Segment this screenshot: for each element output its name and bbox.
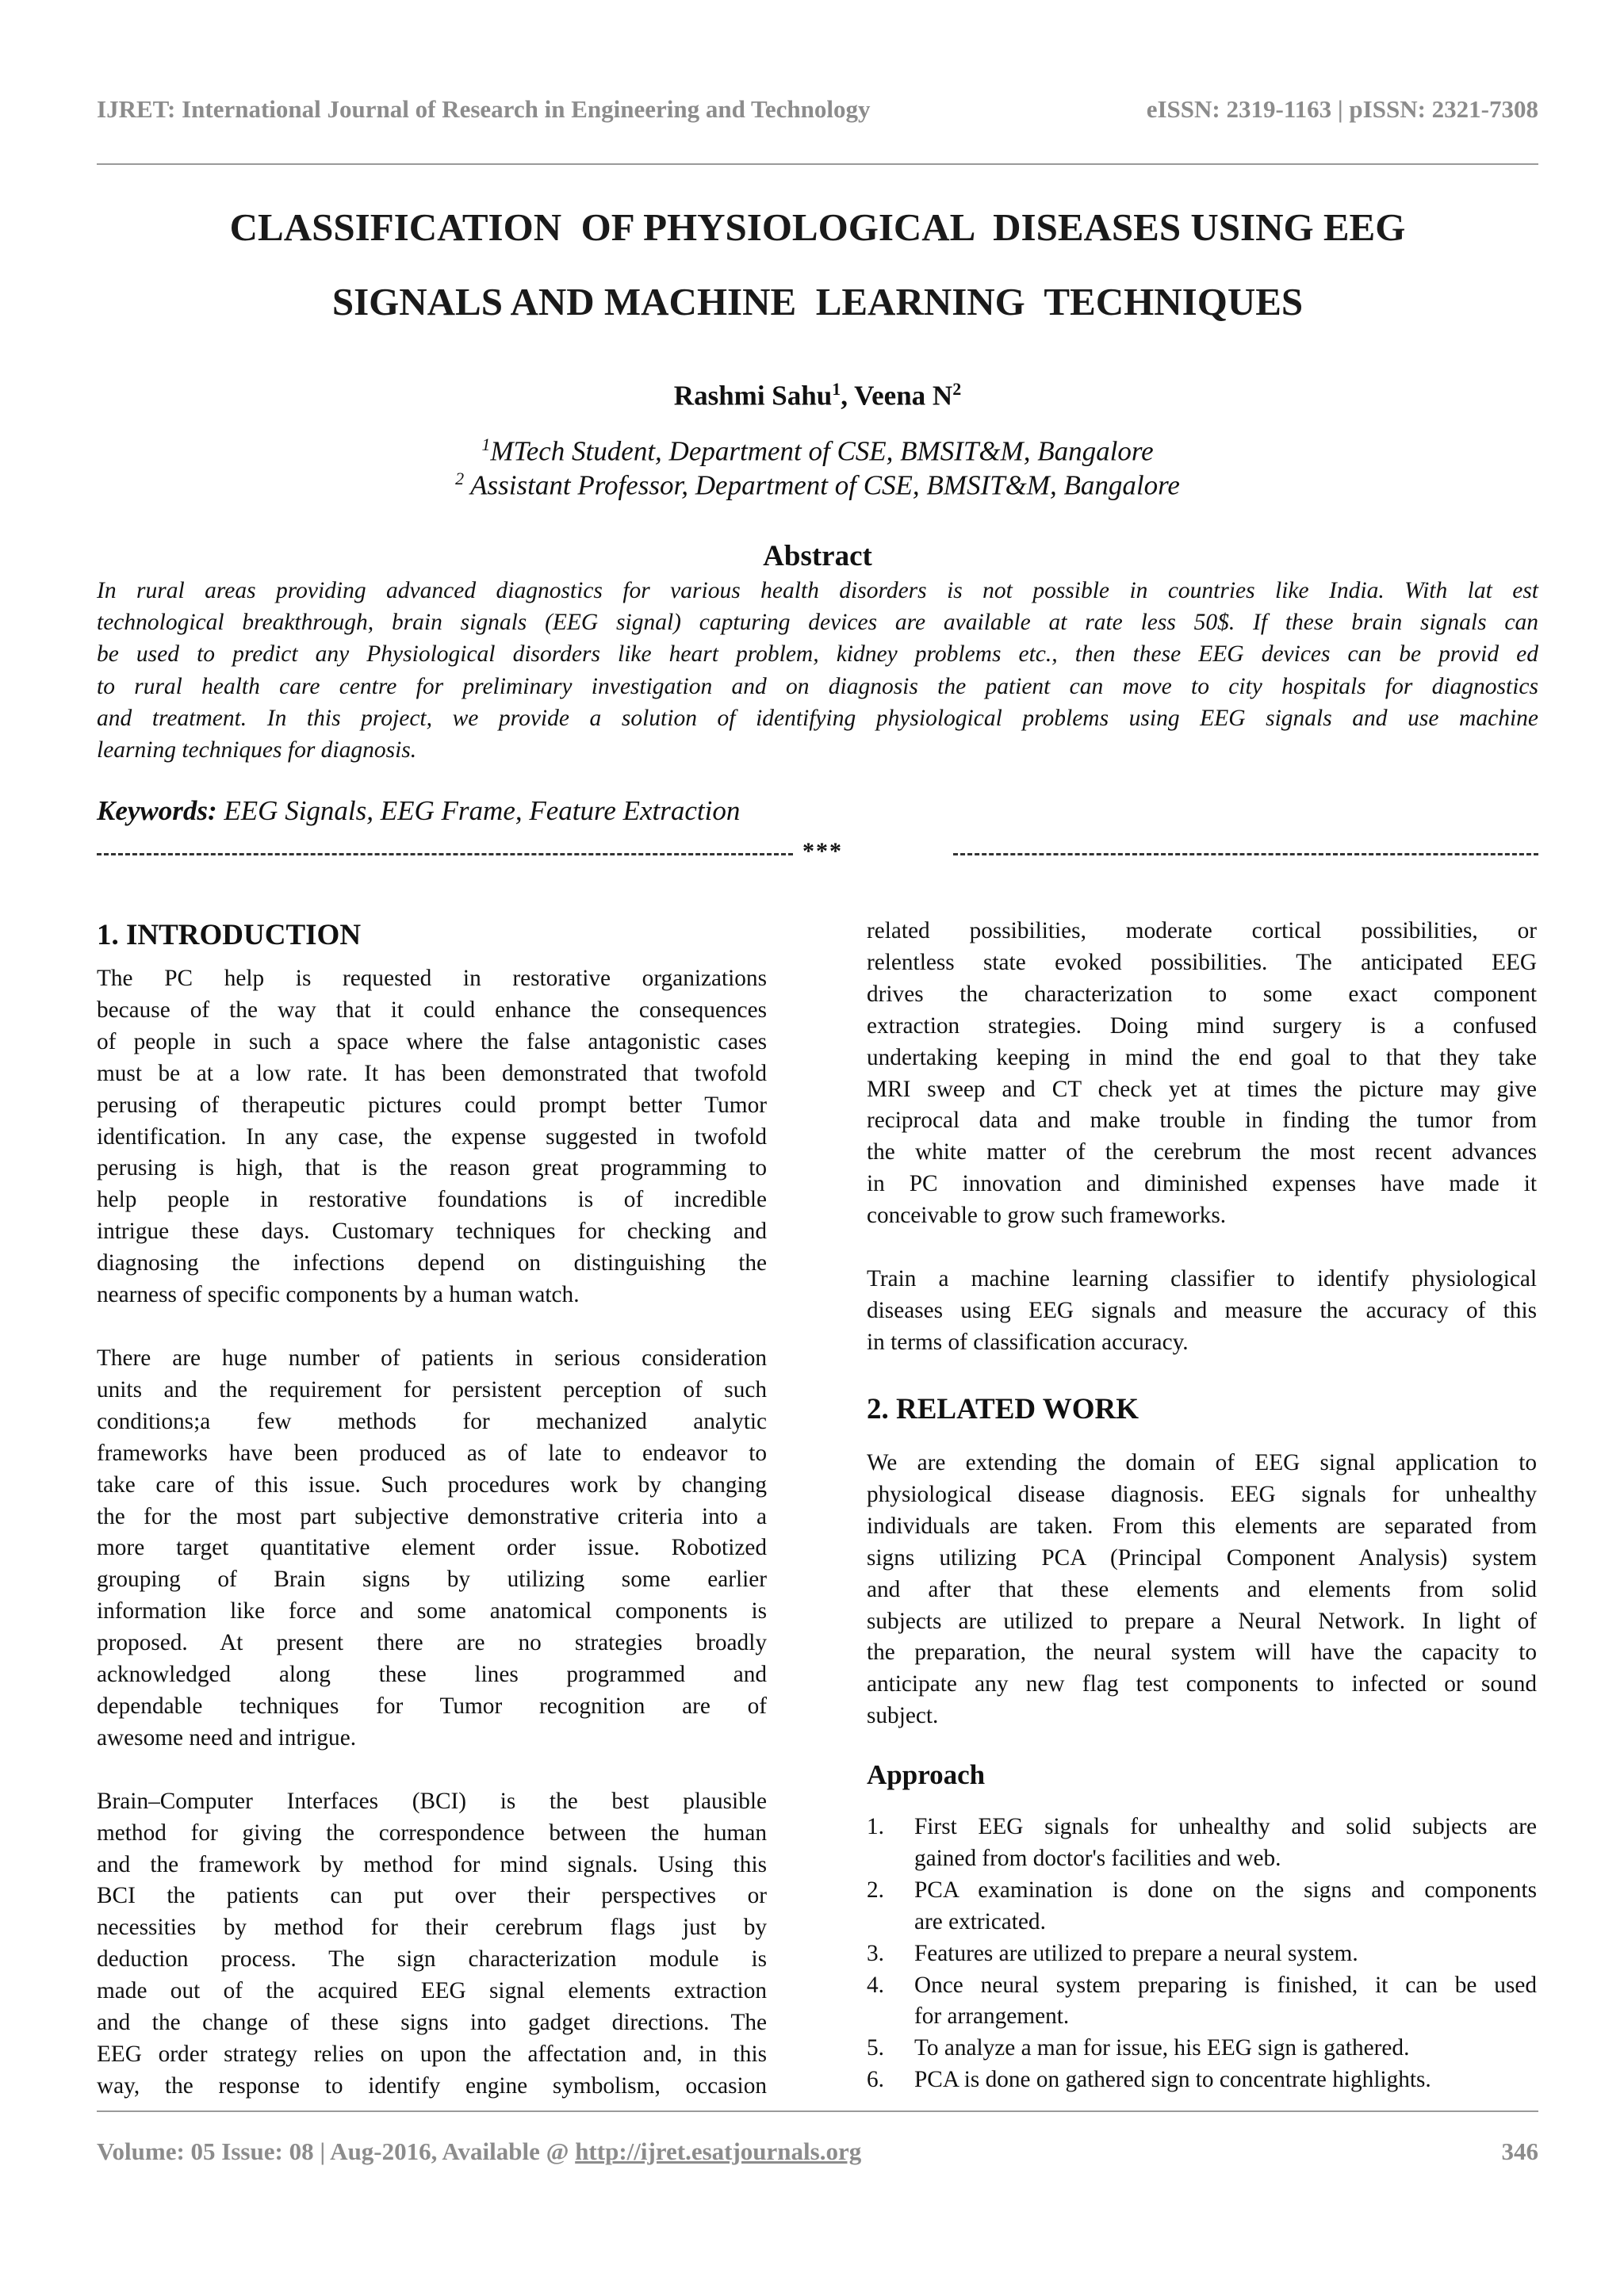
- text-line: proposed. At present there are no strategies broadly: [97, 1630, 767, 1656]
- running-footer: [97, 2137, 1538, 2172]
- keywords-text: EEG Signals, EEG Frame, Feature Extraction: [216, 795, 741, 826]
- list-number: 5.: [867, 2035, 884, 2061]
- list-item: [867, 1970, 1537, 2034]
- affiliation-2-sup: 2: [455, 469, 465, 488]
- footer-rule: [97, 2110, 1538, 2112]
- text-line: Features are utilized to prepare a neural system.: [914, 1940, 1358, 1966]
- text-line: The PC help is requested in restorative organizations: [97, 966, 767, 991]
- text-line: in terms of classification accuracy.: [867, 1329, 1189, 1355]
- approach-list: [867, 1812, 1537, 2096]
- text-line: perusing is high, that is the reason great programming to: [97, 1155, 767, 1181]
- text-line: Train a machine learning classifier to identify physiological: [867, 1266, 1537, 1292]
- text-line: To analyze a man for issue, his EEG sign is gathered.: [914, 2035, 1410, 2061]
- keywords: [97, 795, 1538, 827]
- text-line: diseases using EEG signals and measure the accuracy of this: [867, 1297, 1537, 1323]
- affiliation-2-text: Assistant Professor, Department of CSE, BMSIT&M, Bangalore: [464, 469, 1180, 501]
- text-line: EEG order strategy relies on upon the affectation and, in this: [97, 2042, 767, 2067]
- text-line: There are huge number of patients in serious consideration: [97, 1345, 767, 1371]
- paper-title: [97, 190, 1538, 339]
- issn: eISSN: 2319-1163 | pISSN: 2321-7308: [1146, 95, 1538, 123]
- affiliation-1-text: MTech Student, Department of CSE, BMSIT&M, Bangalore: [490, 435, 1154, 467]
- affiliation-1-sup: 1: [481, 434, 491, 454]
- title-line-1: CLASSIFICATION OF PHYSIOLOGICAL DISEASES USING EEG: [229, 205, 1406, 249]
- text-line: Once neural system preparing is finished, it can be used: [914, 1972, 1537, 1998]
- text-line: help people in restorative foundations is of incredible: [97, 1187, 767, 1213]
- text-line: because of the way that it could enhance the consequences: [97, 997, 767, 1023]
- page-number: 346: [1501, 2137, 1538, 2165]
- intro-paragraph-1: [97, 963, 767, 1311]
- text-line: deduction process. The sign characterization module is: [97, 1946, 767, 1973]
- abstract-heading: Abstract: [763, 540, 872, 572]
- author-1: Rashmi Sahu: [673, 380, 833, 411]
- text-line: reciprocal data and make trouble in finding the tumor from: [867, 1108, 1537, 1134]
- left-column: [97, 963, 767, 2103]
- journal-url-link[interactable]: http://ijret.esatjournals.org: [575, 2137, 862, 2165]
- list-item: [867, 1875, 1537, 1938]
- text-line: necessities by method for their cerebrum flags just by: [97, 1915, 767, 1941]
- text-line: relentless state evoked possibilities. The anticipated EEG: [867, 949, 1537, 975]
- right-paragraph-2: [867, 1264, 1537, 1359]
- keywords-label: Keywords:: [97, 795, 217, 826]
- abstract-line: to rural health care centre for preliminary investigation and on diagnosis the patient can move to city hospitals for diagnostics: [97, 673, 1538, 699]
- text-line: identification. In any case, the expense suggested in twofold: [97, 1123, 767, 1150]
- abstract-line: technological breakthrough, brain signals (EEG signal) capturing devices are available at rate less 50$. If these brain signals can: [97, 610, 1538, 636]
- text-line: conceivable to grow such frameworks.: [867, 1203, 1227, 1229]
- text-line: related possibilities, moderate cortical possibilities, or: [867, 918, 1537, 943]
- list-item: [867, 1938, 1537, 1970]
- intro-paragraph-2: [97, 1343, 767, 1755]
- text-line: units and the requirement for persistent perception of such: [97, 1376, 767, 1402]
- title-line-2: SIGNALS AND MACHINE LEARNING TECHNIQUES: [331, 280, 1304, 323]
- text-line: subjects are utilized to prepare a Neural Network. In light of: [867, 1608, 1537, 1634]
- paragraph-gap: [97, 1311, 767, 1343]
- text-line: gained from doctor's facilities and web.: [914, 1845, 1281, 1871]
- text-line: MRI sweep and CT check yet at times the picture may give: [867, 1076, 1537, 1102]
- text-line: frameworks have been produced as of late to endeavor to: [97, 1440, 767, 1466]
- author-list: [97, 379, 1538, 412]
- text-line: acknowledged along these lines programmed and: [97, 1662, 767, 1688]
- abstract-body: [97, 575, 1538, 766]
- text-line: for arrangement.: [914, 2003, 1070, 2030]
- text-line: more target quantitative element order issue. Robotized: [97, 1535, 767, 1561]
- running-header: [97, 95, 1538, 143]
- text-line: and after that these elements and elements from solid: [867, 1576, 1537, 1602]
- divider-dash-left: [97, 853, 793, 855]
- text-line: subject.: [867, 1703, 939, 1729]
- text-line: BCI the patients can put over their perspectives or: [97, 1883, 767, 1909]
- author-2: Veena N: [854, 380, 953, 411]
- text-line: made out of the acquired EEG signal elements extraction: [97, 1978, 767, 2004]
- text-line: First EEG signals for unhealthy and solid subjects are: [914, 1814, 1537, 1839]
- list-number: 6.: [867, 2067, 884, 2093]
- text-line: undertaking keeping in mind the end goal to that they take: [867, 1044, 1537, 1070]
- text-line: and the framework by method for mind signals. Using this: [97, 1851, 767, 1877]
- list-item: [867, 1812, 1537, 1875]
- text-line: intrigue these days. Customary techniques for checking and: [97, 1219, 767, 1245]
- text-line: information like force and some anatomical components is: [97, 1598, 767, 1624]
- intro-paragraph-3: [97, 1786, 767, 2103]
- text-line: Brain–Computer Interfaces (BCI) is the best plausible: [97, 1788, 767, 1814]
- text-line: awesome need and intrigue.: [97, 1724, 357, 1751]
- abstract-line: learning techniques for diagnosis.: [97, 737, 417, 763]
- text-line: are extricated.: [914, 1908, 1046, 1934]
- text-line: PCA is done on gathered sign to concentrate highlights.: [914, 2067, 1431, 2093]
- list-number: 1.: [867, 1814, 884, 1839]
- text-line: grouping of Brain signs by utilizing some earlier: [97, 1567, 767, 1593]
- text-line: the for the most part subjective demonstrative criteria into a: [97, 1503, 767, 1529]
- text-line: We are extending the domain of EEG signal application to: [867, 1450, 1537, 1475]
- right-paragraph-1: [867, 916, 1537, 1232]
- list-number: 3.: [867, 1940, 884, 1966]
- divider-stars: ***: [802, 838, 843, 864]
- text-line: extraction strategies. Doing mind surgery is a confused: [867, 1012, 1537, 1039]
- text-line: PCA examination is done on the signs and components: [914, 1877, 1537, 1903]
- text-line: and the change of these signs into gadget directions. The: [97, 2010, 767, 2036]
- abstract-line: In rural areas providing advanced diagnostics for various health disorders is not possible in countries like India. With lat est: [97, 578, 1538, 603]
- right-column: [867, 916, 1537, 1359]
- volume-info: [97, 2137, 861, 2166]
- text-line: anticipate any new flag test components to infected or sound: [867, 1671, 1537, 1697]
- paragraph-gap: [97, 1755, 767, 1786]
- list-number: 4.: [867, 1972, 884, 1998]
- list-item: [867, 2033, 1537, 2064]
- text-line: the preparation, the neural system will have the capacity to: [867, 1640, 1537, 1666]
- abstract-line: be used to predict any Physiological disorders like heart problem, kidney problems etc., then these EEG devices can be provid ed: [97, 641, 1538, 668]
- text-line: the white matter of the cerebrum the most recent advances: [867, 1139, 1537, 1165]
- text-line: method for giving the correspondence between the human: [97, 1820, 767, 1846]
- text-line: perusing of therapeutic pictures could prompt better Tumor: [97, 1092, 767, 1118]
- divider-dash-right: [953, 853, 1538, 855]
- text-line: must be at a low rate. It has been demonstrated that twofold: [97, 1060, 767, 1086]
- abstract-line: and treatment. In this project, we provide a solution of identifying physiological problems using EEG signals and use machine: [97, 705, 1538, 731]
- author-1-sup: 1: [832, 379, 841, 399]
- author-2-sup: 2: [952, 379, 962, 399]
- text-line: dependable techniques for Tumor recognition are of: [97, 1693, 767, 1719]
- list-number: 2.: [867, 1877, 884, 1903]
- text-line: individuals are taken. From this elements are separated from: [867, 1513, 1537, 1539]
- affiliation-1: [97, 434, 1538, 468]
- text-line: of people in such a space where the false antagonistic cases: [97, 1028, 767, 1054]
- text-line: drives the characterization to some exact component: [867, 981, 1537, 1007]
- text-line: physiological disease diagnosis. EEG signals for unhealthy: [867, 1481, 1537, 1507]
- text-line: take care of this issue. Such procedures work by changing: [97, 1471, 767, 1498]
- author-sep: ,: [841, 380, 855, 411]
- volume-text: Volume: 05 Issue: 08 | Aug-2016, Available @: [97, 2137, 576, 2165]
- text-line: nearness of specific components by a human watch.: [97, 1282, 580, 1308]
- related-work-body: [867, 1448, 1537, 1732]
- text-line: diagnosing the infections depend on distinguishing the: [97, 1250, 767, 1276]
- text-line: signs utilizing PCA (Principal Component Analysis) system: [867, 1544, 1537, 1571]
- approach-heading: Approach: [867, 1759, 986, 1790]
- header-rule: [97, 163, 1538, 165]
- intro-heading: 1. INTRODUCTION: [97, 919, 362, 951]
- text-line: conditions;a few methods for mechanized analytic: [97, 1408, 767, 1434]
- section-divider: [97, 838, 1538, 868]
- text-line: in PC innovation and diminished expenses have made it: [867, 1171, 1537, 1197]
- affiliation-2: [97, 469, 1538, 502]
- paragraph-gap: [867, 1232, 1537, 1264]
- journal-name: IJRET: International Journal of Research in Engineering and Technology: [97, 95, 871, 123]
- list-item: [867, 2064, 1537, 2096]
- text-line: way, the response to identify engine symbolism, occasion: [97, 2072, 767, 2099]
- related-work-heading: 2. RELATED WORK: [867, 1393, 1139, 1425]
- related-paragraph: [867, 1448, 1537, 1732]
